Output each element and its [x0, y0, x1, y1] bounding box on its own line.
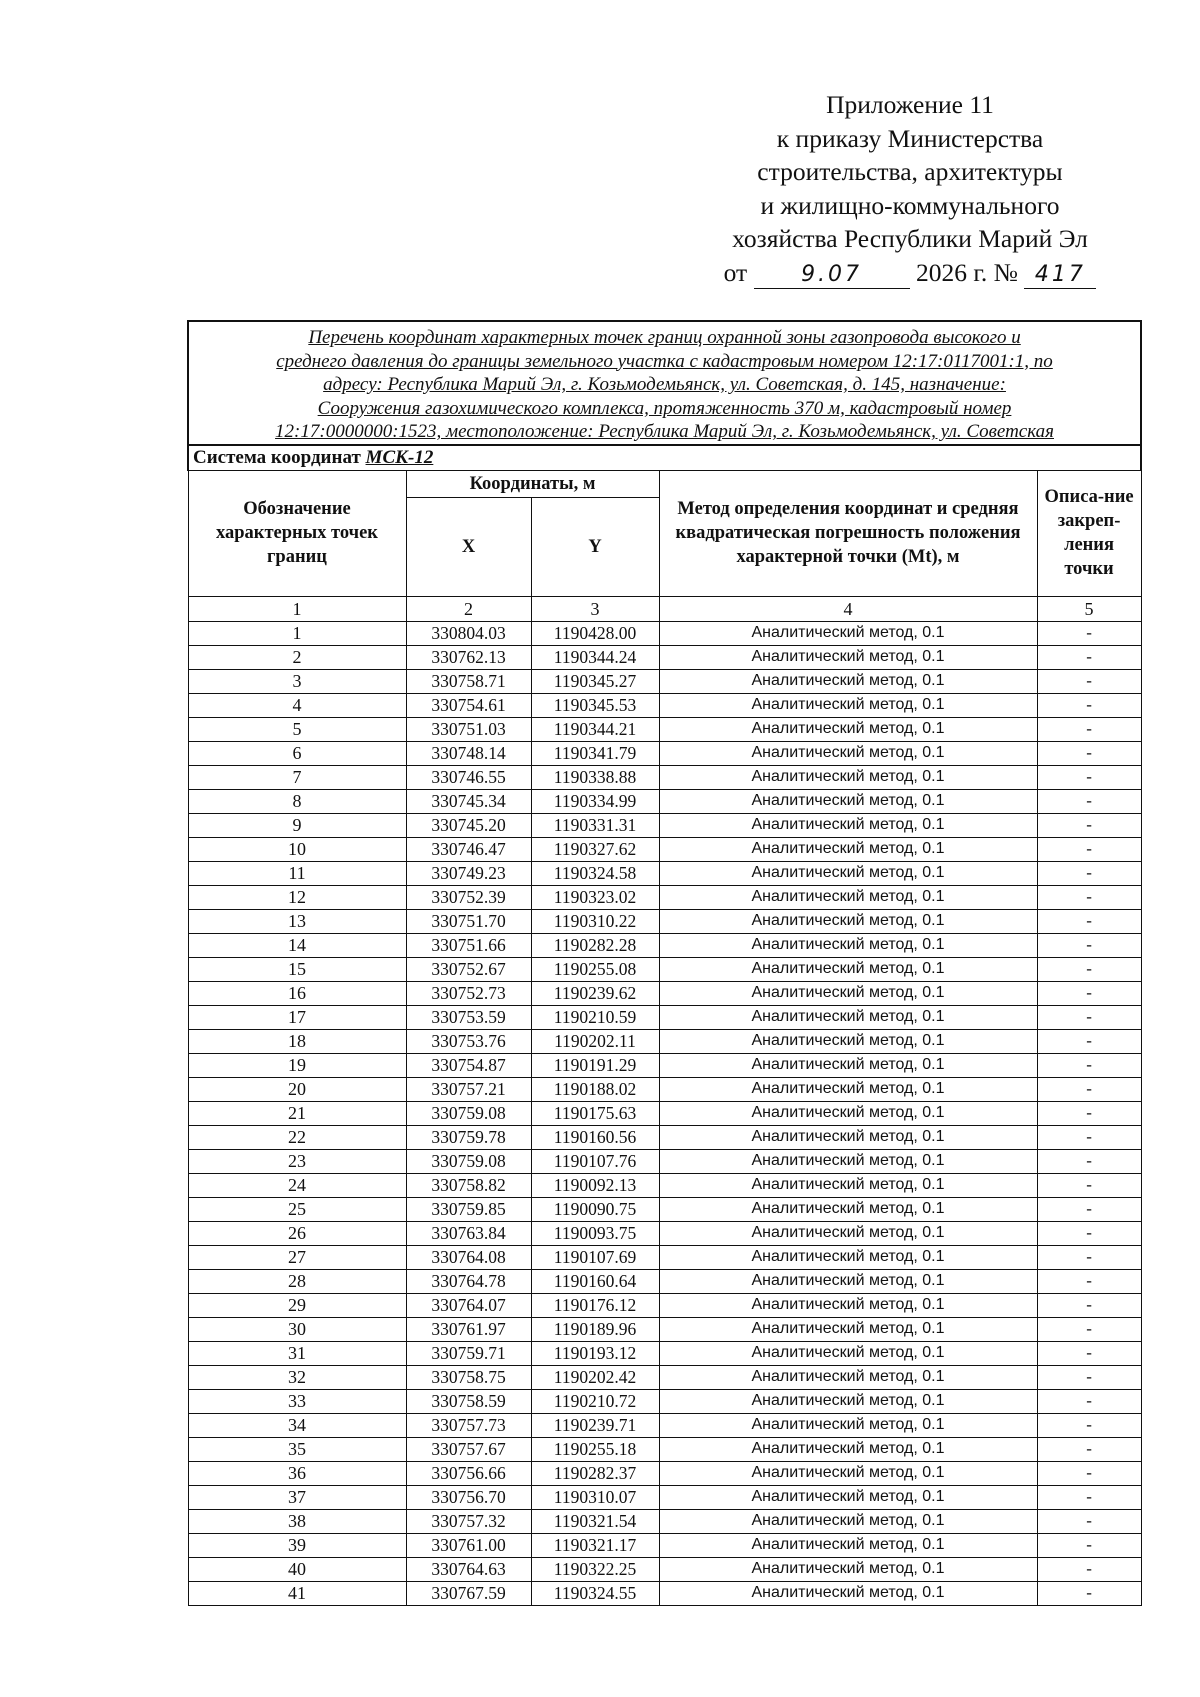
method-cell: Аналитический метод, 0.1 — [659, 1269, 1037, 1293]
y-coordinate-cell: 1190310.07 — [531, 1485, 659, 1509]
description-cell: - — [1037, 933, 1141, 957]
point-number-cell: 22 — [188, 1125, 406, 1149]
method-cell: Аналитический метод, 0.1 — [659, 741, 1037, 765]
description-cell: - — [1037, 861, 1141, 885]
header-line: хозяйства Республики Марий Эл — [732, 224, 1088, 253]
point-number-cell: 6 — [188, 741, 406, 765]
y-coordinate-cell: 1190202.11 — [531, 1029, 659, 1053]
y-coordinate-cell: 1190239.71 — [531, 1413, 659, 1437]
table-row — [188, 1077, 1141, 1101]
method-cell: Аналитический метод, 0.1 — [659, 1029, 1037, 1053]
x-coordinate-cell: 330762.13 — [406, 645, 531, 669]
y-coordinate-cell: 1190310.22 — [531, 909, 659, 933]
appendix-header — [690, 88, 1130, 289]
description-cell: - — [1037, 1389, 1141, 1413]
point-number-cell: 20 — [188, 1077, 406, 1101]
y-coordinate-cell: 1190092.13 — [531, 1173, 659, 1197]
table-row — [188, 957, 1141, 981]
description-cell: - — [1037, 765, 1141, 789]
method-cell: Аналитический метод, 0.1 — [659, 885, 1037, 909]
description-cell: - — [1037, 1077, 1141, 1101]
point-number-cell: 15 — [188, 957, 406, 981]
point-number-cell: 28 — [188, 1269, 406, 1293]
x-coordinate-cell: 330745.34 — [406, 789, 531, 813]
point-number-cell: 41 — [188, 1581, 406, 1605]
point-number-cell: 11 — [188, 861, 406, 885]
description-cell: - — [1037, 1509, 1141, 1533]
header-line: строительства, архитектуры — [757, 157, 1063, 186]
method-cell: Аналитический метод, 0.1 — [659, 693, 1037, 717]
table-row — [188, 1389, 1141, 1413]
method-cell: Аналитический метод, 0.1 — [659, 1293, 1037, 1317]
description-cell: - — [1037, 1341, 1141, 1365]
y-coordinate-cell: 1190160.64 — [531, 1269, 659, 1293]
x-coordinate-cell: 330751.66 — [406, 933, 531, 957]
header-line: и жилищно-коммунального — [760, 190, 1060, 220]
y-coordinate-cell: 1190341.79 — [531, 741, 659, 765]
y-coordinate-cell: 1190239.62 — [531, 981, 659, 1005]
coordinate-system-label: Система координат — [193, 446, 361, 468]
description-cell: - — [1037, 1269, 1141, 1293]
order-year-label: 2026 г. № — [915, 257, 1018, 287]
table-row — [188, 1461, 1141, 1485]
point-number-cell: 34 — [188, 1413, 406, 1437]
x-coordinate-cell: 330754.61 — [406, 693, 531, 717]
title-line: адресу: Республика Марий Эл, г. Козьмодемьянск, ул. Советская, д. 145, назначение: — [323, 374, 1006, 396]
method-cell: Аналитический метод, 0.1 — [659, 1389, 1037, 1413]
x-coordinate-cell: 330752.39 — [406, 885, 531, 909]
point-number-cell: 31 — [188, 1341, 406, 1365]
x-coordinate-cell: 330751.70 — [406, 909, 531, 933]
description-cell: - — [1037, 1581, 1141, 1605]
x-coordinate-cell: 330752.67 — [406, 957, 531, 981]
method-cell: Аналитический метод, 0.1 — [659, 981, 1037, 1005]
table-row — [188, 837, 1141, 861]
description-cell: - — [1037, 957, 1141, 981]
method-cell: Аналитический метод, 0.1 — [659, 1053, 1037, 1077]
title-row — [188, 321, 1141, 445]
method-cell: Аналитический метод, 0.1 — [659, 933, 1037, 957]
point-number-cell: 12 — [188, 885, 406, 909]
point-number-cell: 30 — [188, 1317, 406, 1341]
x-coordinate-cell: 330758.82 — [406, 1173, 531, 1197]
description-cell: - — [1037, 1197, 1141, 1221]
x-coordinate-cell: 330759.85 — [406, 1197, 531, 1221]
y-coordinate-cell: 1190255.18 — [531, 1437, 659, 1461]
point-number-cell: 7 — [188, 765, 406, 789]
method-cell: Аналитический метод, 0.1 — [659, 1125, 1037, 1149]
method-cell: Аналитический метод, 0.1 — [659, 789, 1037, 813]
method-cell: Аналитический метод, 0.1 — [659, 1509, 1037, 1533]
coordinate-system-row — [188, 445, 1141, 471]
y-coordinate-cell: 1190210.72 — [531, 1389, 659, 1413]
table-row — [188, 1557, 1141, 1581]
method-cell: Аналитический метод, 0.1 — [659, 1077, 1037, 1101]
y-coordinate-cell: 1190334.99 — [531, 789, 659, 813]
column-number: 4 — [659, 596, 1037, 621]
x-coordinate-cell: 330764.08 — [406, 1245, 531, 1269]
y-coordinate-cell: 1190338.88 — [531, 765, 659, 789]
point-number-cell: 8 — [188, 789, 406, 813]
x-coordinate-cell: 330758.71 — [406, 669, 531, 693]
column-number: 2 — [406, 596, 531, 621]
table-row — [188, 1437, 1141, 1461]
x-coordinate-cell: 330764.78 — [406, 1269, 531, 1293]
description-cell: - — [1037, 1173, 1141, 1197]
point-number-cell: 16 — [188, 981, 406, 1005]
x-coordinate-cell: 330751.03 — [406, 717, 531, 741]
table-row — [188, 1029, 1141, 1053]
description-cell: - — [1037, 1005, 1141, 1029]
y-coordinate-cell: 1190345.53 — [531, 693, 659, 717]
method-cell: Аналитический метод, 0.1 — [659, 717, 1037, 741]
x-coordinate-cell: 330753.76 — [406, 1029, 531, 1053]
description-cell: - — [1037, 1317, 1141, 1341]
y-coordinate-cell: 1190160.56 — [531, 1125, 659, 1149]
x-coordinate-cell: 330752.73 — [406, 981, 531, 1005]
description-cell: - — [1037, 981, 1141, 1005]
table-row — [188, 1581, 1141, 1605]
x-coordinate-cell: 330759.08 — [406, 1101, 531, 1125]
x-coordinate-cell: 330759.08 — [406, 1149, 531, 1173]
point-number-cell: 29 — [188, 1293, 406, 1317]
description-cell: - — [1037, 621, 1141, 645]
x-coordinate-cell: 330756.70 — [406, 1485, 531, 1509]
description-cell: - — [1037, 885, 1141, 909]
x-coordinate-cell: 330759.78 — [406, 1125, 531, 1149]
point-number-cell: 1 — [188, 621, 406, 645]
table-row — [188, 1533, 1141, 1557]
description-cell: - — [1037, 1413, 1141, 1437]
method-cell: Аналитический метод, 0.1 — [659, 1149, 1037, 1173]
table-row — [188, 933, 1141, 957]
method-cell: Аналитический метод, 0.1 — [659, 813, 1037, 837]
description-cell: - — [1037, 1293, 1141, 1317]
table-row — [188, 789, 1141, 813]
column-number: 3 — [531, 596, 659, 621]
table-row — [188, 909, 1141, 933]
method-cell: Аналитический метод, 0.1 — [659, 837, 1037, 861]
description-cell: - — [1037, 693, 1141, 717]
column-number: 1 — [188, 596, 406, 621]
date-prefix: от — [723, 257, 748, 287]
table-row — [188, 645, 1141, 669]
method-cell: Аналитический метод, 0.1 — [659, 1413, 1037, 1437]
table-row — [188, 1293, 1141, 1317]
y-coordinate-cell: 1190107.69 — [531, 1245, 659, 1269]
table-row — [188, 669, 1141, 693]
point-number-cell: 5 — [188, 717, 406, 741]
point-number-cell: 32 — [188, 1365, 406, 1389]
x-coordinate-cell: 330764.63 — [406, 1557, 531, 1581]
y-coordinate-cell: 1190321.17 — [531, 1533, 659, 1557]
description-cell: - — [1037, 1221, 1141, 1245]
point-number-cell: 37 — [188, 1485, 406, 1509]
y-coordinate-cell: 1190327.62 — [531, 837, 659, 861]
y-coordinate-cell: 1190255.08 — [531, 957, 659, 981]
table-row — [188, 1125, 1141, 1149]
table-row — [188, 885, 1141, 909]
table-row — [188, 1053, 1141, 1077]
coordinate-system-value: МСК-12 — [365, 446, 434, 468]
table-row — [188, 1221, 1141, 1245]
description-cell: - — [1037, 789, 1141, 813]
table-row — [188, 1485, 1141, 1509]
point-number-cell: 23 — [188, 1149, 406, 1173]
x-coordinate-cell: 330749.23 — [406, 861, 531, 885]
method-cell: Аналитический метод, 0.1 — [659, 1317, 1037, 1341]
method-cell: Аналитический метод, 0.1 — [659, 645, 1037, 669]
table-row — [188, 621, 1141, 645]
y-coordinate-cell: 1190428.00 — [531, 621, 659, 645]
x-coordinate-cell: 330748.14 — [406, 741, 531, 765]
order-date-line — [690, 256, 1130, 290]
description-cell: - — [1037, 1101, 1141, 1125]
method-cell: Аналитический метод, 0.1 — [659, 1245, 1037, 1269]
method-cell: Аналитический метод, 0.1 — [659, 1557, 1037, 1581]
table-row — [188, 693, 1141, 717]
table-row — [188, 1149, 1141, 1173]
x-coordinate-cell: 330757.67 — [406, 1437, 531, 1461]
method-cell: Аналитический метод, 0.1 — [659, 1221, 1037, 1245]
method-cell: Аналитический метод, 0.1 — [659, 1341, 1037, 1365]
method-cell: Аналитический метод, 0.1 — [659, 909, 1037, 933]
table-row — [188, 741, 1141, 765]
table-row — [188, 1509, 1141, 1533]
point-number-cell: 26 — [188, 1221, 406, 1245]
y-coordinate-cell: 1190345.27 — [531, 669, 659, 693]
header-line: Приложение 11 — [826, 90, 994, 119]
description-cell: - — [1037, 1557, 1141, 1581]
method-cell: Аналитический метод, 0.1 — [659, 1365, 1037, 1389]
header-designation: Обозначение характерных точек границ — [188, 470, 406, 596]
x-coordinate-cell: 330757.73 — [406, 1413, 531, 1437]
point-number-cell: 9 — [188, 813, 406, 837]
x-coordinate-cell: 330804.03 — [406, 621, 531, 645]
table-row — [188, 1341, 1141, 1365]
y-coordinate-cell: 1190282.37 — [531, 1461, 659, 1485]
point-number-cell: 13 — [188, 909, 406, 933]
x-coordinate-cell: 330759.71 — [406, 1341, 531, 1365]
y-coordinate-cell: 1190282.28 — [531, 933, 659, 957]
description-cell: - — [1037, 813, 1141, 837]
y-coordinate-cell: 1190324.55 — [531, 1581, 659, 1605]
point-number-cell: 39 — [188, 1533, 406, 1557]
description-cell: - — [1037, 1533, 1141, 1557]
point-number-cell: 38 — [188, 1509, 406, 1533]
table-row — [188, 1317, 1141, 1341]
point-number-cell: 33 — [188, 1389, 406, 1413]
method-cell: Аналитический метод, 0.1 — [659, 957, 1037, 981]
x-coordinate-cell: 330746.47 — [406, 837, 531, 861]
x-coordinate-cell: 330756.66 — [406, 1461, 531, 1485]
description-cell: - — [1037, 669, 1141, 693]
table-row — [188, 1413, 1141, 1437]
header-y: Y — [531, 497, 659, 596]
y-coordinate-cell: 1190189.96 — [531, 1317, 659, 1341]
description-cell: - — [1037, 1245, 1141, 1269]
header-x: X — [406, 497, 531, 596]
point-number-cell: 40 — [188, 1557, 406, 1581]
point-number-cell: 10 — [188, 837, 406, 861]
point-number-cell: 19 — [188, 1053, 406, 1077]
title-line: Сооружения газохимического комплекса, протяженность 370 м, кадастровый номер — [317, 397, 1012, 419]
description-cell: - — [1037, 1053, 1141, 1077]
point-number-cell: 27 — [188, 1245, 406, 1269]
y-coordinate-cell: 1190344.24 — [531, 645, 659, 669]
y-coordinate-cell: 1190093.75 — [531, 1221, 659, 1245]
method-cell: Аналитический метод, 0.1 — [659, 1197, 1037, 1221]
description-cell: - — [1037, 909, 1141, 933]
table-row — [188, 1005, 1141, 1029]
column-number: 5 — [1037, 596, 1141, 621]
description-cell: - — [1037, 717, 1141, 741]
point-number-cell: 18 — [188, 1029, 406, 1053]
table-title — [188, 321, 1141, 445]
header-row — [188, 470, 1141, 497]
description-cell: - — [1037, 1365, 1141, 1389]
method-cell: Аналитический метод, 0.1 — [659, 1101, 1037, 1125]
y-coordinate-cell: 1190175.63 — [531, 1101, 659, 1125]
y-coordinate-cell: 1190202.42 — [531, 1365, 659, 1389]
method-cell: Аналитический метод, 0.1 — [659, 1173, 1037, 1197]
column-number-row — [188, 596, 1141, 621]
y-coordinate-cell: 1190322.25 — [531, 1557, 659, 1581]
method-cell: Аналитический метод, 0.1 — [659, 1533, 1037, 1557]
description-cell: - — [1037, 1125, 1141, 1149]
point-number-cell: 14 — [188, 933, 406, 957]
x-coordinate-cell: 330767.59 — [406, 1581, 531, 1605]
title-line: среднего давления до границы земельного участка с кадастровым номером 12:17:0117001:1, по — [276, 350, 1053, 372]
table-row — [188, 1173, 1141, 1197]
y-coordinate-cell: 1190323.02 — [531, 885, 659, 909]
header-coordinates: Координаты, м — [406, 470, 659, 497]
x-coordinate-cell: 330753.59 — [406, 1005, 531, 1029]
x-coordinate-cell: 330757.32 — [406, 1509, 531, 1533]
y-coordinate-cell: 1190210.59 — [531, 1005, 659, 1029]
title-line: Перечень координат характерных точек границ охранной зоны газопровода высокого и — [308, 327, 1021, 348]
x-coordinate-cell: 330746.55 — [406, 765, 531, 789]
header-line: к приказу Министерства — [776, 123, 1044, 153]
header-method: Метод определения координат и средняя квадратическая погрешность положения характерной точки (Mt), м — [659, 470, 1037, 596]
description-cell: - — [1037, 1149, 1141, 1173]
coordinate-system — [188, 445, 1141, 471]
x-coordinate-cell: 330754.87 — [406, 1053, 531, 1077]
y-coordinate-cell: 1190107.76 — [531, 1149, 659, 1173]
order-date-value: 9.07 — [754, 262, 910, 289]
method-cell: Аналитический метод, 0.1 — [659, 765, 1037, 789]
method-cell: Аналитический метод, 0.1 — [659, 1005, 1037, 1029]
point-number-cell: 17 — [188, 1005, 406, 1029]
x-coordinate-cell: 330757.21 — [406, 1077, 531, 1101]
point-number-cell: 24 — [188, 1173, 406, 1197]
point-number-cell: 35 — [188, 1437, 406, 1461]
header-description: Описа-ние закреп-ления точки — [1037, 470, 1141, 596]
point-number-cell: 21 — [188, 1101, 406, 1125]
point-number-cell: 2 — [188, 645, 406, 669]
table-row — [188, 1101, 1141, 1125]
method-cell: Аналитический метод, 0.1 — [659, 1485, 1037, 1509]
x-coordinate-cell: 330761.97 — [406, 1317, 531, 1341]
description-cell: - — [1037, 1461, 1141, 1485]
y-coordinate-cell: 1190090.75 — [531, 1197, 659, 1221]
method-cell: Аналитический метод, 0.1 — [659, 1437, 1037, 1461]
y-coordinate-cell: 1190188.02 — [531, 1077, 659, 1101]
x-coordinate-cell: 330761.00 — [406, 1533, 531, 1557]
order-number-value: 417 — [1024, 262, 1096, 289]
title-line: 12:17:0000000:1523, местоположение: Республика Марий Эл, г. Козьмодемьянск, ул. Советская — [275, 421, 1054, 443]
y-coordinate-cell: 1190191.29 — [531, 1053, 659, 1077]
table-row — [188, 1197, 1141, 1221]
table-row — [188, 765, 1141, 789]
description-cell: - — [1037, 741, 1141, 765]
method-cell: Аналитический метод, 0.1 — [659, 621, 1037, 645]
y-coordinate-cell: 1190324.58 — [531, 861, 659, 885]
x-coordinate-cell: 330763.84 — [406, 1221, 531, 1245]
table-row — [188, 717, 1141, 741]
y-coordinate-cell: 1190344.21 — [531, 717, 659, 741]
y-coordinate-cell: 1190176.12 — [531, 1293, 659, 1317]
x-coordinate-cell: 330758.59 — [406, 1389, 531, 1413]
y-coordinate-cell: 1190193.12 — [531, 1341, 659, 1365]
method-cell: Аналитический метод, 0.1 — [659, 1581, 1037, 1605]
coordinates-table — [187, 320, 1142, 1606]
point-number-cell: 25 — [188, 1197, 406, 1221]
x-coordinate-cell: 330764.07 — [406, 1293, 531, 1317]
method-cell: Аналитический метод, 0.1 — [659, 1461, 1037, 1485]
description-cell: - — [1037, 1029, 1141, 1053]
point-number-cell: 3 — [188, 669, 406, 693]
y-coordinate-cell: 1190331.31 — [531, 813, 659, 837]
point-number-cell: 36 — [188, 1461, 406, 1485]
y-coordinate-cell: 1190321.54 — [531, 1509, 659, 1533]
table-row — [188, 861, 1141, 885]
x-coordinate-cell: 330758.75 — [406, 1365, 531, 1389]
table-row — [188, 1269, 1141, 1293]
table-row — [188, 1365, 1141, 1389]
table-row — [188, 981, 1141, 1005]
description-cell: - — [1037, 837, 1141, 861]
method-cell: Аналитический метод, 0.1 — [659, 861, 1037, 885]
description-cell: - — [1037, 1485, 1141, 1509]
table-row — [188, 813, 1141, 837]
x-coordinate-cell: 330745.20 — [406, 813, 531, 837]
description-cell: - — [1037, 1437, 1141, 1461]
method-cell: Аналитический метод, 0.1 — [659, 669, 1037, 693]
point-number-cell: 4 — [188, 693, 406, 717]
description-cell: - — [1037, 645, 1141, 669]
table-row — [188, 1245, 1141, 1269]
